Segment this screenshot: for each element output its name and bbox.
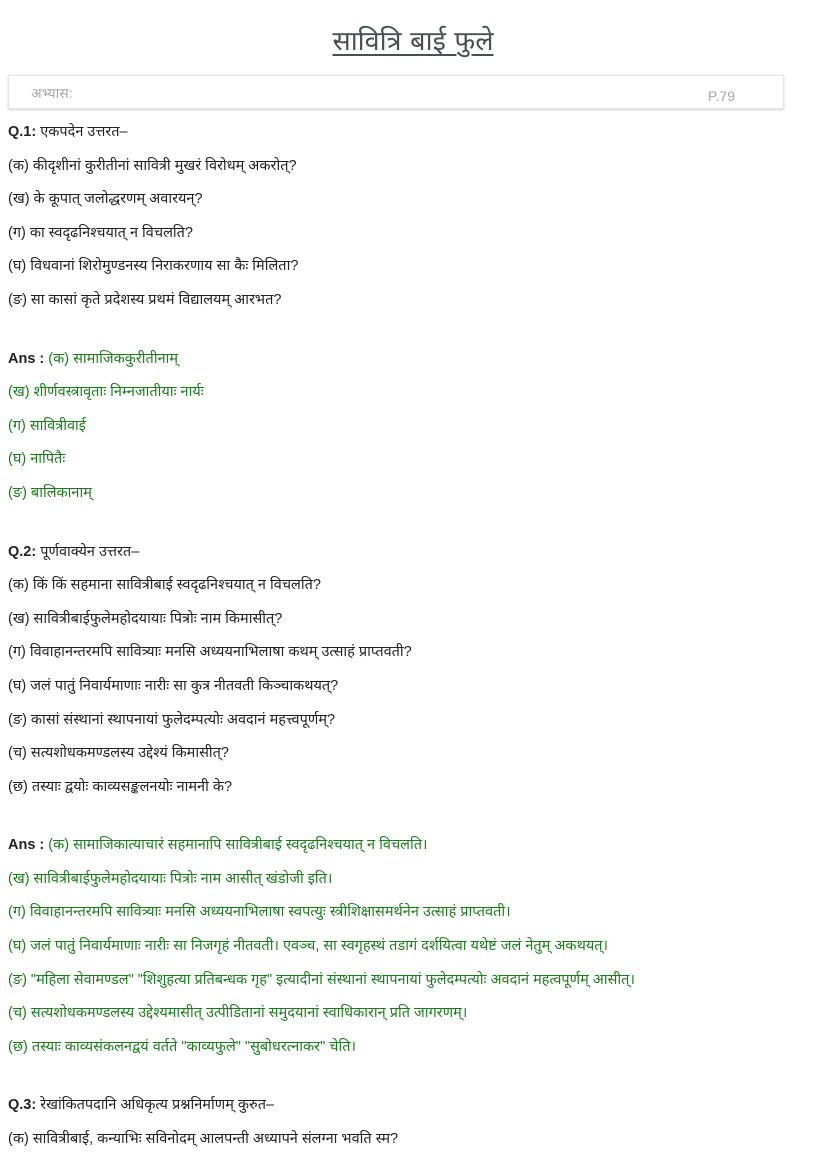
answer-item: (क) सामाजिकात्याचारं सहमानापि सावित्रीबाई स्वदृढनिश्चयात् न विचलति।	[44, 837, 428, 854]
exercise-header-bar	[8, 75, 784, 109]
question-item: (घ) जलं पातुं निवार्यमाणाः नारीः सा कुत्र नीतवती किञ्चाकथयत्?	[8, 677, 339, 694]
answer-item: (च) सत्यशोधकमण्डलस्य उद्देश्यमासीत् उत्पीडितानां समुदयानां स्वाधिकारान् प्रति जागरणम्।	[8, 1005, 468, 1022]
page-title	[0, 22, 826, 62]
answer-1-heading	[8, 343, 818, 377]
answer-item: (छ) तस्याः काव्यसंकलनद्वयं वर्तते "काव्यफुले" "सुबोधरत्नाकर" चेति।	[8, 1038, 356, 1055]
exercise-label: अभ्यास:	[31, 85, 73, 101]
answer-item: (ख) शीर्णवस्त्रावृताः निम्नजातीयाः नार्यः	[8, 384, 204, 401]
answer-label: Ans :	[8, 837, 45, 854]
spacer	[8, 511, 818, 536]
question-item: (ग) का स्वदृढनिश्चयात् न विचलति?	[8, 224, 193, 241]
answer-item: (ग) विवाहानन्तरमपि सावित्र्याः मनसि अध्ययनाभिलाषा स्वपत्युः स्त्रीशिक्षासमर्थनेन उत्साहं प्राप्तवती।	[8, 904, 511, 921]
question-item: (च) सत्यशोधकमण्डलस्य उद्देश्यं किमासीत्?	[8, 745, 229, 762]
spacer	[8, 1064, 818, 1089]
question-prompt: रेखांकितपदानि अधिकृत्य प्रश्ननिर्माणम् कुरुत–	[36, 1097, 275, 1114]
question-item: (छ) तस्याः द्वयोः काव्यसङ्कलनयोः नामनी के?	[8, 778, 233, 795]
question-1-heading	[8, 116, 818, 150]
page-title-text: सावित्रि बाई फुले	[332, 26, 494, 57]
answer-item: (ङ) "महिला सेवामण्डल" "शिशुहत्या प्रतिबन्धक गृह" इत्यादीनां संस्थानां स्थापनायां फुलेदम्पत्योः अवदानं महत्वपूर्णम् आसीत्।	[8, 971, 635, 988]
answer-item: (घ) नापितैः	[8, 451, 66, 468]
answer-2-heading	[8, 829, 818, 863]
question-prompt: पूर्णवाक्येन उत्तरत–	[36, 543, 140, 560]
question-label: Q.3:	[8, 1097, 37, 1114]
question-label: Q.1:	[8, 124, 37, 140]
question-2-heading	[8, 536, 818, 570]
question-item: (ग) विवाहानन्तरमपि सावित्र्याः मनसि अध्ययनाभिलाषा कथम् उत्साहं प्राप्तवती?	[8, 644, 412, 661]
question-item: (घ) विधवानां शिरोमुण्डनस्य निराकरणाय सा कैः मिलिता?	[8, 258, 299, 275]
question-item: (क) सावित्रीबाई, कन्याभिः सविनोदम् आलपन्ती अध्यापने संलग्ना भवति स्म?	[8, 1131, 399, 1148]
spacer	[8, 318, 818, 343]
question-3-heading	[8, 1089, 818, 1123]
question-label: Q.2:	[8, 543, 37, 560]
spacer	[8, 804, 818, 829]
answer-item: (क) सामाजिककुरीतीनाम्	[44, 350, 179, 367]
answer-item: (ख) सावित्रीबाईफुलेमहोदयायाः पित्रोः नाम आसीत् खंडोजी इति।	[8, 870, 333, 887]
page-number: P.79	[708, 88, 735, 104]
answer-item: (ङ) बालिकानाम्	[8, 484, 92, 501]
question-item: (ख) के कूपात् जलोद्धरणम् अवारयन्?	[8, 191, 203, 208]
answer-item: (ग) सावित्रीवाई	[8, 417, 86, 434]
document-content	[8, 116, 818, 1157]
question-item: (ङ) सा कासां कृते प्रदेशस्य प्रथमं विद्यालयम् आरभत?	[8, 291, 282, 308]
answer-item: (घ) जलं पातुं निवार्यमाणाः नारीः सा निजगृहं नीतवती। एवञ्च, सा स्वगृहस्थं तडागं दर्शयित्वा यथेष्टं जलं नेतुम् अकथयत्।	[8, 938, 609, 955]
question-item: (ङ) कासां संस्थानां स्थापनायां फुलेदम्पत्योः अवदानं महत्त्वपूर्णम्?	[8, 711, 336, 728]
answer-label: Ans :	[8, 350, 45, 367]
question-item: (क) किं किं सहमाना सावित्रीबाई स्वदृढनिश्चयात् न विचलति?	[8, 577, 321, 594]
question-item: (क) कीदृशीनां कुरीतीनां सावित्री मुखरं विरोधम् अकरोत्?	[8, 157, 297, 174]
question-prompt: एकपदेन उत्तरत–	[36, 124, 128, 140]
question-item: (ख) सावित्रीबाईफुलेमहोदयायाः पित्रोः नाम किमासीत्?	[8, 610, 283, 627]
